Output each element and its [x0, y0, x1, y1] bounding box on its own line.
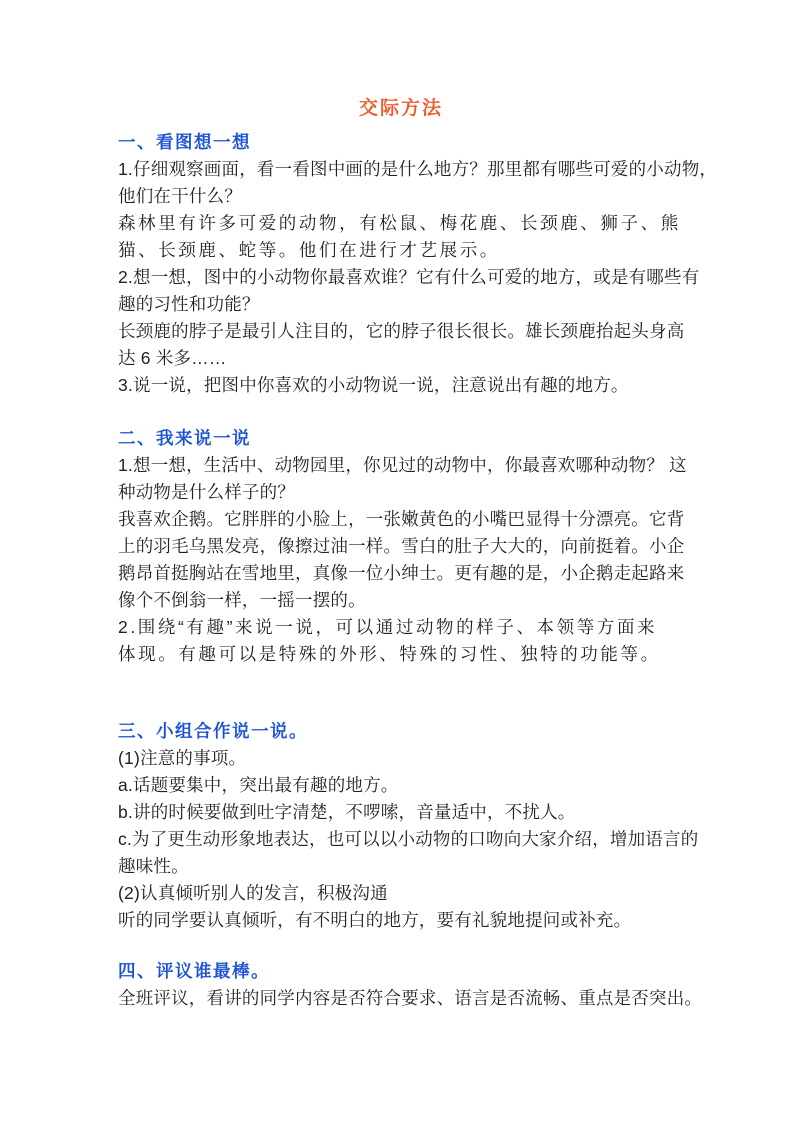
page-title: 交际方法	[358, 98, 443, 119]
text-line: 趣味性。	[118, 856, 189, 876]
text-line: 我喜欢企鹅。它胖胖的小脸上，一张嫩黄色的小嘴巴显得十分漂亮。它背	[118, 509, 685, 529]
text-line: 听的同学要认真倾听，有不明白的地方，要有礼貌地提问或补充。	[118, 910, 632, 930]
text-line: 全班评议，看讲的同学内容是否符合要求、语言是否流畅、重点是否突出。	[118, 988, 703, 1008]
text-line: 长颈鹿的脖子是最引人注目的，它的脖子很长很长。雄长颈鹿抬起头身高	[118, 321, 685, 341]
section-group-cooperation	[118, 718, 699, 934]
text-line: 趣的习性和功能？	[118, 294, 260, 314]
section-heading: 四、评议谁最棒。	[118, 961, 270, 981]
text-line: c.为了更生动形象地表达，也可以以小动物的口吻向大家介绍，增加语言的	[118, 829, 699, 849]
text-line: 2.围绕“有趣”来说一说，可以通过动物的样子、本领等方面来	[118, 617, 658, 637]
text-line: 3.说一说，把图中你喜欢的小动物说一说，注意说出有趣的地方。	[118, 375, 629, 395]
section-evaluate-best	[118, 958, 703, 1012]
text-line: 鹅昂首挺胸站在雪地里，真像一位小绅士。更有趣的是，小企鹅走起路来	[118, 563, 685, 583]
text-line: (1)注意的事项。	[118, 748, 247, 768]
text-line: (2)认真倾听别人的发言，积极沟通	[118, 883, 388, 903]
text-line: 达 6 米多……	[118, 348, 227, 368]
document-content	[118, 95, 718, 1012]
text-line: 2.想一想，图中的小动物你最喜欢谁？它有什么可爱的地方，或是有哪些有	[118, 267, 700, 287]
text-line: 1.想一想，生活中、动物园里，你见过的动物中，你最喜欢哪种动物？ 这	[118, 455, 687, 475]
text-line: 森林里有许多可爱的动物，有松鼠、梅花鹿、长颈鹿、狮子、熊	[118, 213, 681, 233]
section-heading: 三、小组合作说一说。	[118, 721, 308, 741]
section-heading: 二、我来说一说	[118, 428, 251, 448]
text-line: 1.仔细观察画面，看一看图中画的是什么地方？那里都有哪些可爱的小动物，	[118, 159, 718, 179]
text-line: 猫、长颈鹿、蛇等。他们在进行才艺展示。	[118, 240, 500, 260]
section-look-at-picture	[118, 129, 718, 399]
section-heading: 一、看图想一想	[118, 132, 251, 152]
text-line: 上的羽毛乌黑发亮，像擦过油一样。雪白的肚子大大的，向前挺着。小企	[118, 536, 685, 556]
text-line: 像个不倒翁一样，一摇一摆的。	[118, 590, 366, 610]
text-line: a.话题要集中，突出最有趣的地方。	[118, 775, 399, 795]
text-line: 种动物是什么样子的？	[118, 482, 295, 502]
text-line: b.讲的时候要做到吐字清楚，不啰嗦，音量适中，不扰人。	[118, 802, 576, 822]
text-line: 他们在干什么？	[118, 186, 242, 206]
section-i-will-speak	[118, 425, 687, 668]
text-line: 体现。有趣可以是特殊的外形、特殊的习性、独特的功能等。	[118, 644, 661, 664]
